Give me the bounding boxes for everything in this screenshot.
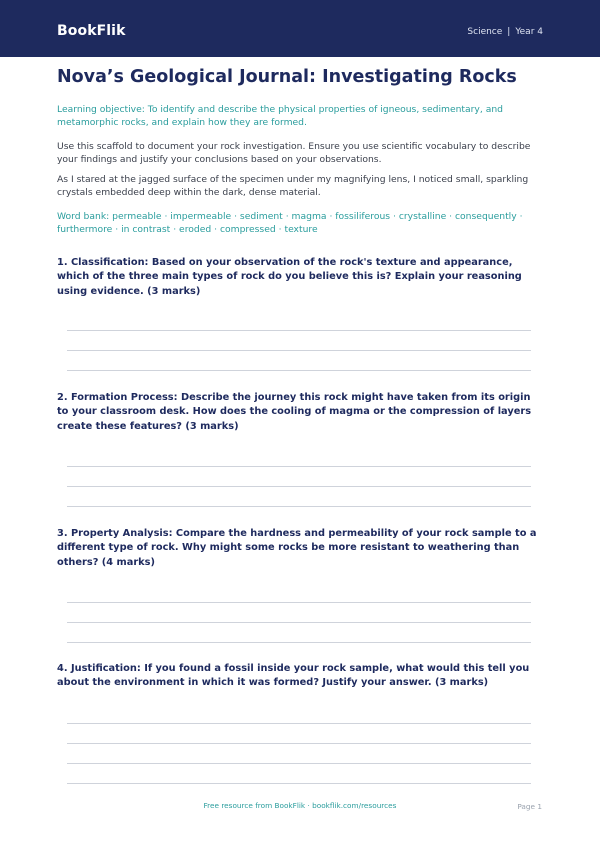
subject-label: Science [467, 27, 503, 37]
answer-line[interactable] [67, 763, 531, 764]
answer-line[interactable] [67, 370, 531, 371]
subject-year-label [467, 27, 543, 37]
answer-line[interactable] [67, 350, 531, 351]
page-number: Page 1 [517, 802, 542, 811]
answer-line[interactable] [67, 486, 531, 487]
top-banner [0, 0, 600, 57]
answer-line[interactable] [67, 466, 531, 467]
question-1-text: 1. Classification: Based on your observation of the rock's texture and appearance, which of the three main types of rock do you believe this is? Explain your reasoning using evidence. (3 marks) [57, 257, 522, 297]
worksheet-intro [57, 62, 543, 236]
year-label: Year 4 [515, 27, 543, 37]
footer-source[interactable]: Free resource from BookFlik · bookflik.com/resources [203, 801, 397, 810]
answer-line[interactable] [67, 622, 531, 623]
answer-line[interactable] [67, 642, 531, 643]
answer-line[interactable] [67, 330, 531, 331]
learning-objective: Learning objective: To identify and describe the physical properties of igneous, sedimentary, and metamorphic rocks, and explain how they are formed. [57, 104, 503, 128]
narrative-text: As I stared at the jagged surface of the specimen under my magnifying lens, I noticed small, sparkling crystals embedded deep within the dark, dense material. [57, 174, 529, 198]
instructions-text: Use this scaffold to document your rock investigation. Ensure you use scientific vocabulary to describe your findings and justify your conclusions based on your observations. [57, 141, 531, 165]
question-4-text: 4. Justification: If you found a fossil inside your rock sample, what would this tell you about the environment in which it was formed? Justify your answer. (3 marks) [57, 663, 530, 689]
question-2-text: 2. Formation Process: Describe the journey this rock might have taken from its origin to your classroom desk. How does the cooling of magma or the compression of layers create these features? (3 marks) [57, 392, 532, 432]
page-title: Nova’s Geological Journal: Investigating Rocks [57, 67, 517, 87]
word-bank: Word bank: permeable · impermeable · sediment · magma · fossiliferous · crystalline · consequently · furthermore · in contrast · eroded · compressed · texture [57, 211, 523, 235]
answer-line[interactable] [67, 783, 531, 784]
question-3 [57, 527, 543, 570]
answer-line[interactable] [67, 602, 531, 603]
separator: | [507, 27, 511, 37]
brand-logo[interactable]: BookFlik [57, 23, 126, 39]
question-3-text: 3. Property Analysis: Compare the hardness and permeability of your rock sample to a different type of rock. Why might some rocks be more resistant to weathering than others? (4 marks) [57, 528, 537, 568]
answer-line[interactable] [67, 506, 531, 507]
question-1 [57, 256, 543, 299]
question-4 [57, 662, 543, 691]
question-2 [57, 391, 543, 434]
answer-line[interactable] [67, 743, 531, 744]
answer-line[interactable] [67, 723, 531, 724]
